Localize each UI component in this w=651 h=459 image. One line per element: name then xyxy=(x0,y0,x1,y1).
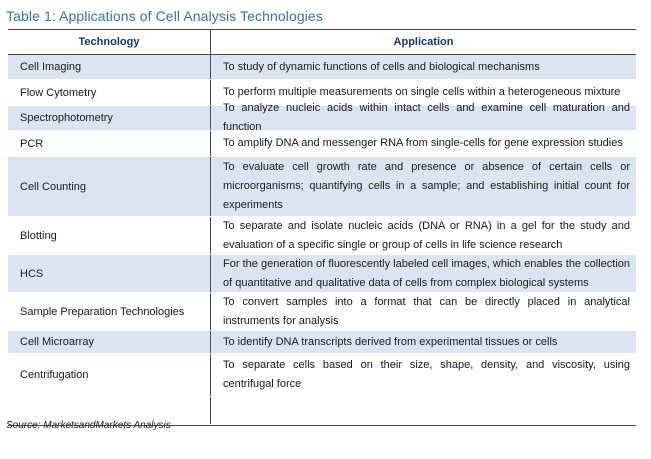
technology-cell: Centrifugation xyxy=(8,354,211,396)
column-header-application: Application xyxy=(393,35,454,48)
technology-cell: PCR xyxy=(8,131,211,156)
technology-cell: Cell Counting xyxy=(8,157,211,216)
application-cell: For the generation of fluorescently labeled cell images, which enables the collection of quantitative and qualitative data of cells from complex biological systems xyxy=(211,255,636,292)
application-cell: To identify DNA transcripts derived from experimental tissues or cells xyxy=(211,331,636,353)
table-row xyxy=(8,331,636,354)
application-cell xyxy=(211,397,636,424)
technology-cell: Blotting xyxy=(8,217,211,254)
application-cell: To amplify DNA and messenger RNA from single-cells for gene expression studies xyxy=(223,137,623,149)
table-row xyxy=(8,102,636,133)
table-title: Table 1: Applications of Cell Analysis Technologies xyxy=(6,8,323,24)
table-header-row xyxy=(8,30,636,55)
table-row xyxy=(8,157,636,217)
application-cell: To analyze nucleic acids within intact cells and examine cell maturation and function xyxy=(211,106,636,130)
technology-cell: HCS xyxy=(8,255,211,292)
table-row xyxy=(8,293,636,331)
table-row xyxy=(8,255,636,293)
application-cell: To convert samples into a format that can be directly placed in analytical instruments for analysis xyxy=(223,295,630,327)
table-row xyxy=(8,131,636,157)
application-cell: To separate cells based on their size, shape, density, and viscosity, using centrifugal force xyxy=(223,359,630,390)
table-row xyxy=(8,354,636,397)
column-header-technology: Technology xyxy=(8,30,211,54)
technology-cell: Spectrophotometry xyxy=(8,106,211,130)
applications-table xyxy=(8,29,636,426)
application-cell: To perform multiple measurements on single cells within a heterogeneous mixture xyxy=(223,86,621,98)
source-note: Source: MarketsandMarkets Analysis xyxy=(6,420,171,431)
technology-cell: Flow Cytometry xyxy=(8,80,211,105)
technology-cell: Cell Microarray xyxy=(8,331,211,353)
technology-cell: Cell Imaging xyxy=(8,55,211,79)
application-cell: To study of dynamic functions of cells and biological mechanisms xyxy=(211,55,636,79)
table-row xyxy=(8,217,636,255)
application-cell: To evaluate cell growth rate and presence or absence of certain cells or microorganisms; quantifying cells in a sample; and establishing initial count for experiments xyxy=(211,157,636,216)
table-row xyxy=(8,55,636,80)
technology-cell: Sample Preparation Technologies xyxy=(8,293,211,330)
application-cell: To separate and isolate nucleic acids (DNA or RNA) in a gel for the study and evaluation of a specific single or group of cells in life science research xyxy=(223,219,630,251)
